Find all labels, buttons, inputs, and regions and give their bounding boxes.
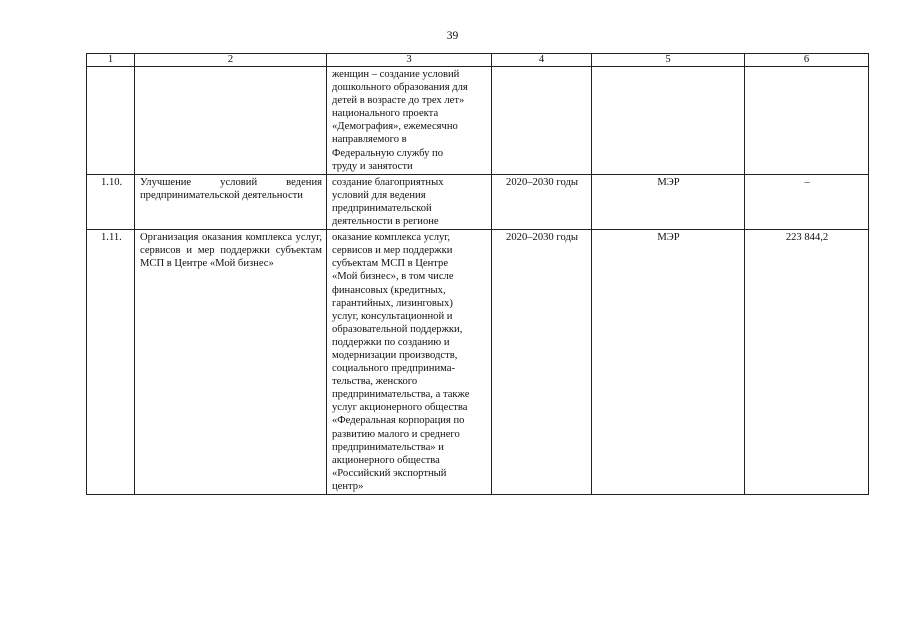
measure-name: Улучшение условий ведения предпринимательской деятельности <box>135 174 327 229</box>
measures-table <box>86 53 869 495</box>
column-header: 4 <box>492 54 592 67</box>
expected-result <box>327 174 492 229</box>
column-header: 5 <box>592 54 745 67</box>
result-line: услуг акционерного общества <box>332 402 468 414</box>
executor: МЭР <box>592 174 745 229</box>
page-number: 39 <box>446 30 459 42</box>
measure-name: Организация оказания комплекса услуг, сервисов и мер поддержки субъектам МСП в Центре «Мой бизнес» <box>135 230 327 495</box>
result-line: предпринимательства» и <box>332 441 444 453</box>
result-line: поддержки по созданию и <box>332 336 450 348</box>
measure-name <box>135 67 327 175</box>
table-row <box>87 230 869 495</box>
result-line: детей в возрасте до трех лет» <box>332 95 465 107</box>
result-line: услуг, консультационной и <box>332 310 453 322</box>
result-line: труду и занятости <box>332 160 413 172</box>
table-row <box>87 174 869 229</box>
column-header: 3 <box>327 54 492 67</box>
header-row <box>87 54 869 67</box>
result-line: социального предпринима- <box>332 363 455 375</box>
column-header: 2 <box>135 54 327 67</box>
implementation-period: 2020–2030 годы <box>492 174 592 229</box>
row-number: 1.11. <box>87 230 135 495</box>
result-line: финансовых (кредитных, <box>332 284 446 296</box>
result-line: «Демография», ежемесячно <box>332 121 458 133</box>
result-line: образовательной поддержки, <box>332 323 463 335</box>
row-number: 1.10. <box>87 174 135 229</box>
column-header: 1 <box>87 54 135 67</box>
result-line: развитию малого и среднего <box>332 428 460 440</box>
result-line: оказание комплекса услуг, <box>332 232 451 244</box>
expected-result <box>327 67 492 175</box>
result-line: предпринимательства, а также <box>332 389 470 401</box>
result-line: создание благоприятных <box>332 176 444 188</box>
funding-amount <box>745 67 869 175</box>
result-line: Федеральную службу по <box>332 147 443 159</box>
funding-amount: 223 844,2 <box>745 230 869 495</box>
result-line: «Мой бизнес», в том числе <box>332 271 454 283</box>
result-line: «Российский экспортный <box>332 467 447 479</box>
result-line: субъектам МСП в Центре <box>332 258 449 270</box>
result-line: предпринимательской <box>332 202 432 214</box>
executor: МЭР <box>592 230 745 495</box>
executor <box>592 67 745 175</box>
result-line: «Федеральная корпорация по <box>332 415 465 427</box>
result-line: модернизации производств, <box>332 349 458 361</box>
result-line: условий для ведения <box>332 189 426 201</box>
result-line: тельства, женского <box>332 376 418 388</box>
table-body <box>87 67 869 495</box>
result-line: сервисов и мер поддержки <box>332 245 453 257</box>
column-header: 6 <box>745 54 869 67</box>
implementation-period <box>492 67 592 175</box>
expected-result <box>327 230 492 495</box>
row-number <box>87 67 135 175</box>
result-line: направляемого в <box>332 134 407 146</box>
implementation-period: 2020–2030 годы <box>492 230 592 495</box>
result-line: деятельности в регионе <box>332 216 439 228</box>
result-line: центр» <box>332 480 364 492</box>
result-line: национального проекта <box>332 108 439 120</box>
result-line: женщин – создание условий <box>332 69 460 80</box>
result-line: гарантийных, лизинговых) <box>332 297 453 309</box>
result-line: акционерного общества <box>332 454 440 466</box>
result-line: дошкольного образования для <box>332 82 468 94</box>
funding-amount: – <box>745 174 869 229</box>
table-row <box>87 67 869 175</box>
